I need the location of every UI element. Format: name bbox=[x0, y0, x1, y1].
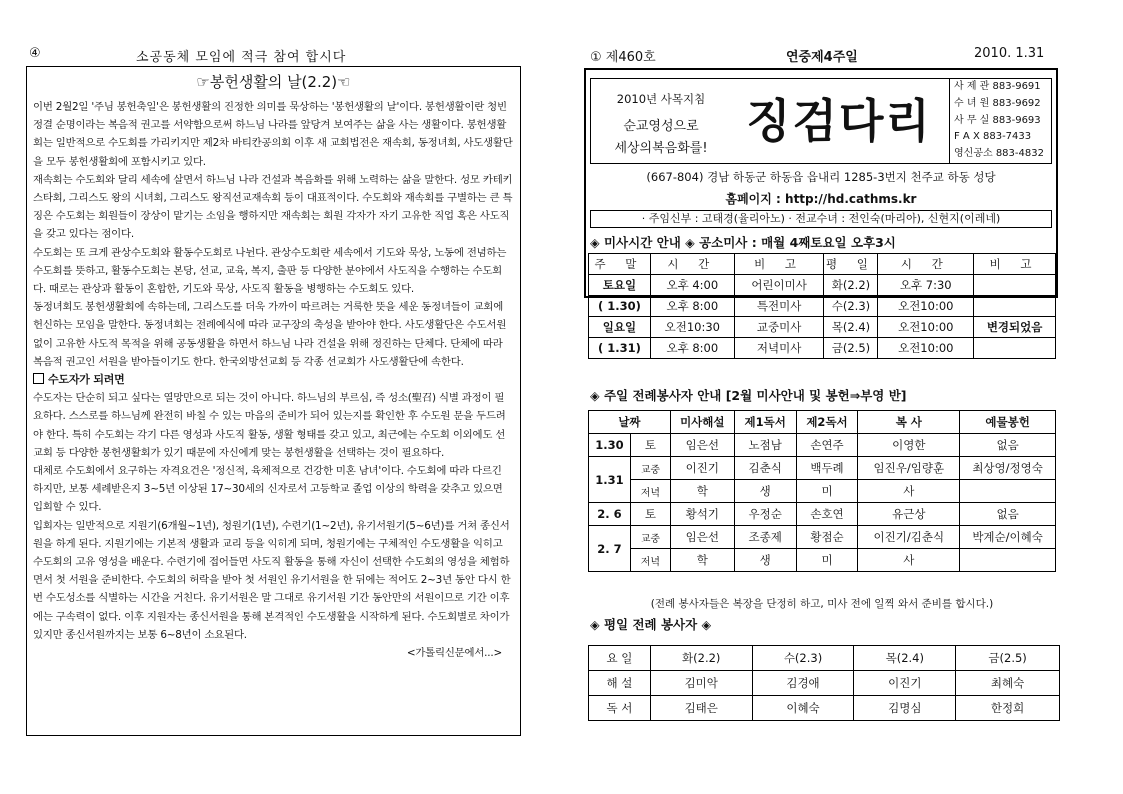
cell: 특전미사 bbox=[734, 296, 824, 317]
cell: 김태은 bbox=[650, 696, 752, 721]
cell: 사 bbox=[858, 480, 960, 503]
table-header-row bbox=[589, 254, 1056, 275]
weekday-section-title: ◈ 평일 전례 봉사자 ◈ bbox=[590, 617, 712, 632]
source-credit: <가톨릭신문에서...> bbox=[406, 647, 502, 660]
cell: ( 1.30) bbox=[589, 296, 651, 317]
liturgy-servers-table bbox=[588, 410, 1056, 572]
table-row bbox=[589, 503, 1056, 526]
paragraph: 대체로 수도회에서 요구하는 자격요건은 '정신적, 육체적으로 건강한 미혼 남녀'이다. 수도회에 따라 다르긴 하지만, 보통 세례받은지 3~5년 이상된 17~30세의 신자로서 고등학교 졸업 이상의 학력을 갖추고 있으면 입회할 수 있다. bbox=[33, 465, 503, 514]
year-label: 2010년 사목지침 bbox=[616, 92, 706, 106]
motto-line: 세상의복음화를! bbox=[614, 141, 708, 156]
cell: 일요일 bbox=[589, 317, 651, 338]
cell bbox=[974, 338, 1056, 359]
cell: 금(2.5) bbox=[824, 338, 878, 359]
cell: 오후 7:30 bbox=[878, 275, 974, 296]
column-header: 목(2.4) bbox=[854, 646, 956, 671]
column-header: 비 고 bbox=[974, 254, 1056, 275]
cell: 우정순 bbox=[734, 503, 796, 526]
cell: 2. 6 bbox=[589, 503, 631, 526]
paragraph: 동정녀회도 봉헌생활회에 속하는데, 그리스도를 더욱 가까이 따르려는 거룩한 뜻을 세운 동정녀들이 교회에 헌신하는 모임을 말한다. 동정녀회는 전례예식에 따라 교구장의 축성을 받아야 한다. 사도생활단은 수도서원 없이 고유한 사도적 목적을 위해 공동생활을 하면서 하느님 나라 건설을 위해 정진하는 단체다. 단체에 따라 복음적 권고인 서원을 받아들이기도 한다. 한국외방선교회 등 각종 선교회가 사도생활단에 속한다. bbox=[33, 301, 507, 368]
table-row bbox=[589, 671, 1060, 696]
table-header-row bbox=[589, 646, 1060, 671]
column-header: 미사해설 bbox=[670, 411, 734, 434]
cell: 사 bbox=[858, 549, 960, 572]
cell: 김경애 bbox=[752, 671, 854, 696]
cell bbox=[960, 480, 1056, 503]
cell: 독 서 bbox=[589, 696, 651, 721]
paragraph: 입회자는 일반적으로 지원기(6개월~1년), 청원기(1년), 수련기(1~2년), 유기서원기(5~6년)를 거쳐 종신서원을 하게 된다. 지원기에는 기본적 생활과 교리 등을 익히게 되며, 청원기에는 구체적인 수도생활을 익히고 수도회의 고유 영성을 배운다. 수련기에 접어들면 사도직 활동을 통해 자신이 선택한 수도회의 영성을 체험하면서 첫 서원을 준비한다. 수도회의 허락을 받아 첫 서원인 유기서원을 한 뒤에는 적어도 2~3년 동안 다시 한번 수도성소를 식별하는 시간을 거친다. 유기서원은 말 그대로 유기서원 기간 동안만의 서원이므로 기간 이후에는 구속력이 없다. 이후 지원자는 종신서원을 통해 본격적인 수도생활을 시작하게 된다. 수도회별로 차이가 있지만 종신서원까지는 보통 6~8년이 소요된다. bbox=[33, 519, 511, 641]
column-header: 비 고 bbox=[734, 254, 824, 275]
cell: 임은선 bbox=[670, 526, 734, 549]
cell bbox=[960, 549, 1056, 572]
cell: 최혜숙 bbox=[956, 671, 1060, 696]
article-body bbox=[33, 98, 514, 662]
cell: 김미악 bbox=[650, 671, 752, 696]
article-box bbox=[26, 66, 521, 736]
table-row bbox=[589, 480, 1056, 503]
cell: 저녁 bbox=[630, 480, 670, 503]
cell: 생 bbox=[734, 480, 796, 503]
homepage-link[interactable]: 홈페이지 : http://hd.cathms.kr bbox=[725, 192, 917, 206]
cell: 오후 4:00 bbox=[650, 275, 734, 296]
cell: 변경되었음 bbox=[974, 317, 1056, 338]
page-number: ④ bbox=[29, 46, 41, 61]
cell: 이혜숙 bbox=[752, 696, 854, 721]
contact-item: 사 제 관 883-9691 bbox=[954, 81, 1041, 92]
cell bbox=[974, 296, 1056, 317]
cell: 한정희 bbox=[956, 696, 1060, 721]
column-header: 복 사 bbox=[858, 411, 960, 434]
cell: 생 bbox=[734, 549, 796, 572]
cell: 노점남 bbox=[734, 434, 796, 457]
cell: 토 bbox=[630, 434, 670, 457]
cell: ( 1.31) bbox=[589, 338, 651, 359]
issue-date: 2010. 1.31 bbox=[974, 46, 1045, 61]
cell: 토요일 bbox=[589, 275, 651, 296]
cell: 저녁 bbox=[630, 549, 670, 572]
cell: 없음 bbox=[960, 503, 1056, 526]
cell: 2. 7 bbox=[589, 526, 631, 572]
cell: 오후 8:00 bbox=[650, 338, 734, 359]
contact-list bbox=[949, 79, 1053, 163]
cell: 미 bbox=[796, 480, 858, 503]
table-row bbox=[589, 457, 1056, 480]
church-address: (667-804) 경남 하동군 하동읍 읍내리 1285-3번지 천주교 하동 성당 bbox=[646, 170, 996, 184]
cell: 임은선 bbox=[670, 434, 734, 457]
cell: 교중 bbox=[630, 526, 670, 549]
cell: 황석기 bbox=[670, 503, 734, 526]
column-header: 제2독서 bbox=[796, 411, 858, 434]
cell: 어린이미사 bbox=[734, 275, 824, 296]
contact-item: 수 녀 원 883-9692 bbox=[954, 97, 1041, 109]
column-header: 날짜 bbox=[589, 411, 671, 434]
masthead-top bbox=[590, 78, 1052, 164]
section-title: 수도자가 되려면 bbox=[48, 373, 125, 387]
cell: 해 설 bbox=[589, 671, 651, 696]
column-header: 제1독서 bbox=[734, 411, 796, 434]
column-header: 예물봉헌 bbox=[960, 411, 1056, 434]
cell: 교중미사 bbox=[734, 317, 824, 338]
table-row bbox=[589, 296, 1056, 317]
cell: 토 bbox=[630, 503, 670, 526]
column-header: 주 말 bbox=[589, 254, 651, 275]
paragraph: 재속회는 수도회와 달리 세속에 살면서 하느님 나라 건설과 복음화를 위해 노력하는 삶을 말한다. 성모 카테키스타회, 그리스도 왕의 시녀회, 그리스도 왕직선교재속회 등이 대표적이다. 수도회와 재속회를 구별하는 큰 특징은 수도회는 회원들이 장상이 맡기는 소임을 행하지만 재속회는 회원 각자가 자기 고유한 직업 혹은 사도직을 갖고 있다는 점이다. bbox=[33, 173, 513, 241]
cell: 교중 bbox=[630, 457, 670, 480]
cell: 오전10:00 bbox=[878, 296, 974, 317]
cell: 유근상 bbox=[858, 503, 960, 526]
table-row bbox=[589, 275, 1056, 296]
table-row bbox=[589, 696, 1060, 721]
table-row bbox=[589, 317, 1056, 338]
contact-item: 영신공소 883-4832 bbox=[954, 148, 1044, 160]
column-header: 시 간 bbox=[650, 254, 734, 275]
weekday-servers-table bbox=[588, 645, 1060, 721]
clergy-staff: · 주임신부 : 고태경(율리아노) · 전교수녀 : 전인숙(마리아), 신현지(이레네) bbox=[590, 210, 1052, 228]
table-row bbox=[589, 434, 1056, 457]
newsletter-logo: 징검다리 bbox=[746, 94, 932, 148]
column-header: 평 일 bbox=[824, 254, 878, 275]
slogan: 소공동체 모임에 적극 참여 합시다 bbox=[136, 50, 347, 65]
cell: 조종제 bbox=[734, 526, 796, 549]
cell: 저녁미사 bbox=[734, 338, 824, 359]
servers-section-title: ◈ 주일 전례봉사자 안내 [2월 미사안내 및 봉헌⇒부영 반] bbox=[590, 388, 907, 403]
table-row bbox=[589, 549, 1056, 572]
contact-item: 사 무 실 883-9693 bbox=[954, 114, 1041, 126]
mass-schedule-table bbox=[588, 253, 1056, 359]
cell: 1.30 bbox=[589, 434, 631, 457]
cell: 이영한 bbox=[858, 434, 960, 457]
issue-number: ① 제460호 bbox=[590, 50, 656, 65]
paragraph: 수도자는 단순히 되고 싶다는 열망만으로 되는 것이 아니다. 하느님의 부르심, 즉 성소(聖召) 식별 과정이 필요하다. 스스로를 하느님께 완전히 바칠 수 있는 마음의 준비가 되어 있는지를 확인한 후 수도원 문을 두드려야 한다. 특히 수도회는 각기 다른 영성과 사도직 활동, 생활 형태를 갖고 있고, 최근에는 수도회 이외에도 선교회 등 다양한 봉헌생활회가 있기 때문에 자신에게 맞는 봉헌생활을 선택하는 것이 필요하다. bbox=[33, 392, 506, 459]
column-header: 화(2.2) bbox=[650, 646, 752, 671]
cell: 백두례 bbox=[796, 457, 858, 480]
paragraph: 이번 2월2일 '주님 봉헌축일'은 봉헌생활의 진정한 의미를 묵상하는 '봉헌생활의 날'이다. 봉헌생활이란 청빈 정결 순명이라는 복음적 권고를 서약함으로써 하느님 나라를 앞당겨 보여주는 삶을 사는 생활이다. 봉헌생활회는 일반적으로 수도회를 가리키지만 제2차 바티칸공의회 이후 새 교회법전은 재속회, 동정녀회, 사도생활단을 모두 봉헌생활회에 포함시키고 있다. bbox=[33, 101, 513, 168]
pastoral-motto bbox=[591, 79, 731, 163]
cell: 이진기 bbox=[854, 671, 956, 696]
servers-note: (전례 봉사자들은 복장을 단정히 하고, 미사 전에 일찍 와서 준비를 합시다.) bbox=[650, 598, 994, 610]
table-row bbox=[589, 338, 1056, 359]
week-label: 연중제4주일 bbox=[786, 50, 858, 65]
cell: 손연주 bbox=[796, 434, 858, 457]
cell: 없음 bbox=[960, 434, 1056, 457]
cell: 박계순/이혜숙 bbox=[960, 526, 1056, 549]
cell: 미 bbox=[796, 549, 858, 572]
cell: 학 bbox=[670, 480, 734, 503]
cell: 김명심 bbox=[854, 696, 956, 721]
cell: 김춘식 bbox=[734, 457, 796, 480]
cell: 임진우/임량훈 bbox=[858, 457, 960, 480]
article-title: ☞봉헌생활의 날(2.2)☜ bbox=[196, 73, 351, 91]
right-page-header bbox=[586, 46, 1056, 66]
cell: 목(2.4) bbox=[824, 317, 878, 338]
table-header-row bbox=[589, 411, 1056, 434]
table-row bbox=[589, 526, 1056, 549]
contact-item: F A X 883-7433 bbox=[954, 131, 1032, 143]
cell: 오전10:00 bbox=[878, 338, 974, 359]
cell: 화(2.2) bbox=[824, 275, 878, 296]
left-page-header bbox=[26, 46, 521, 66]
cell: 오전10:30 bbox=[650, 317, 734, 338]
cell: 손호연 bbox=[796, 503, 858, 526]
cell: 1.31 bbox=[589, 457, 631, 503]
cell bbox=[974, 275, 1056, 296]
cell: 황점순 bbox=[796, 526, 858, 549]
cell: 수(2.3) bbox=[824, 296, 878, 317]
cell: 최상영/정영숙 bbox=[960, 457, 1056, 480]
mass-section-title: ◈ 미사시간 안내 ◈ 공소미사 : 매월 4째토요일 오후3시 bbox=[590, 235, 896, 250]
cell: 이진기/김춘식 bbox=[858, 526, 960, 549]
cell: 이진기 bbox=[670, 457, 734, 480]
column-header: 시 간 bbox=[878, 254, 974, 275]
column-header: 금(2.5) bbox=[956, 646, 1060, 671]
column-header: 수(2.3) bbox=[752, 646, 854, 671]
cell: 오전10:00 bbox=[878, 317, 974, 338]
cell: 학 bbox=[670, 549, 734, 572]
column-header: 요 일 bbox=[589, 646, 651, 671]
checkbox-mark-icon bbox=[33, 373, 44, 384]
motto-line: 순교영성으로 bbox=[623, 119, 699, 134]
cell: 오후 8:00 bbox=[650, 296, 734, 317]
paragraph: 수도회는 또 크게 관상수도회와 활동수도회로 나뉜다. 관상수도회란 세속에서 기도와 묵상, 노동에 전념하는 수도회를 뜻하고, 활동수도회는 본당, 선교, 교육, 복지, 출판 등 다양한 분야에서 사도직을 수행하는 수도회다. 때로는 관상과 활동이 혼합한, 기도와 묵상, 사도직 활동을 병행하는 수도회도 있다. bbox=[33, 246, 507, 296]
section-heading bbox=[33, 371, 514, 389]
